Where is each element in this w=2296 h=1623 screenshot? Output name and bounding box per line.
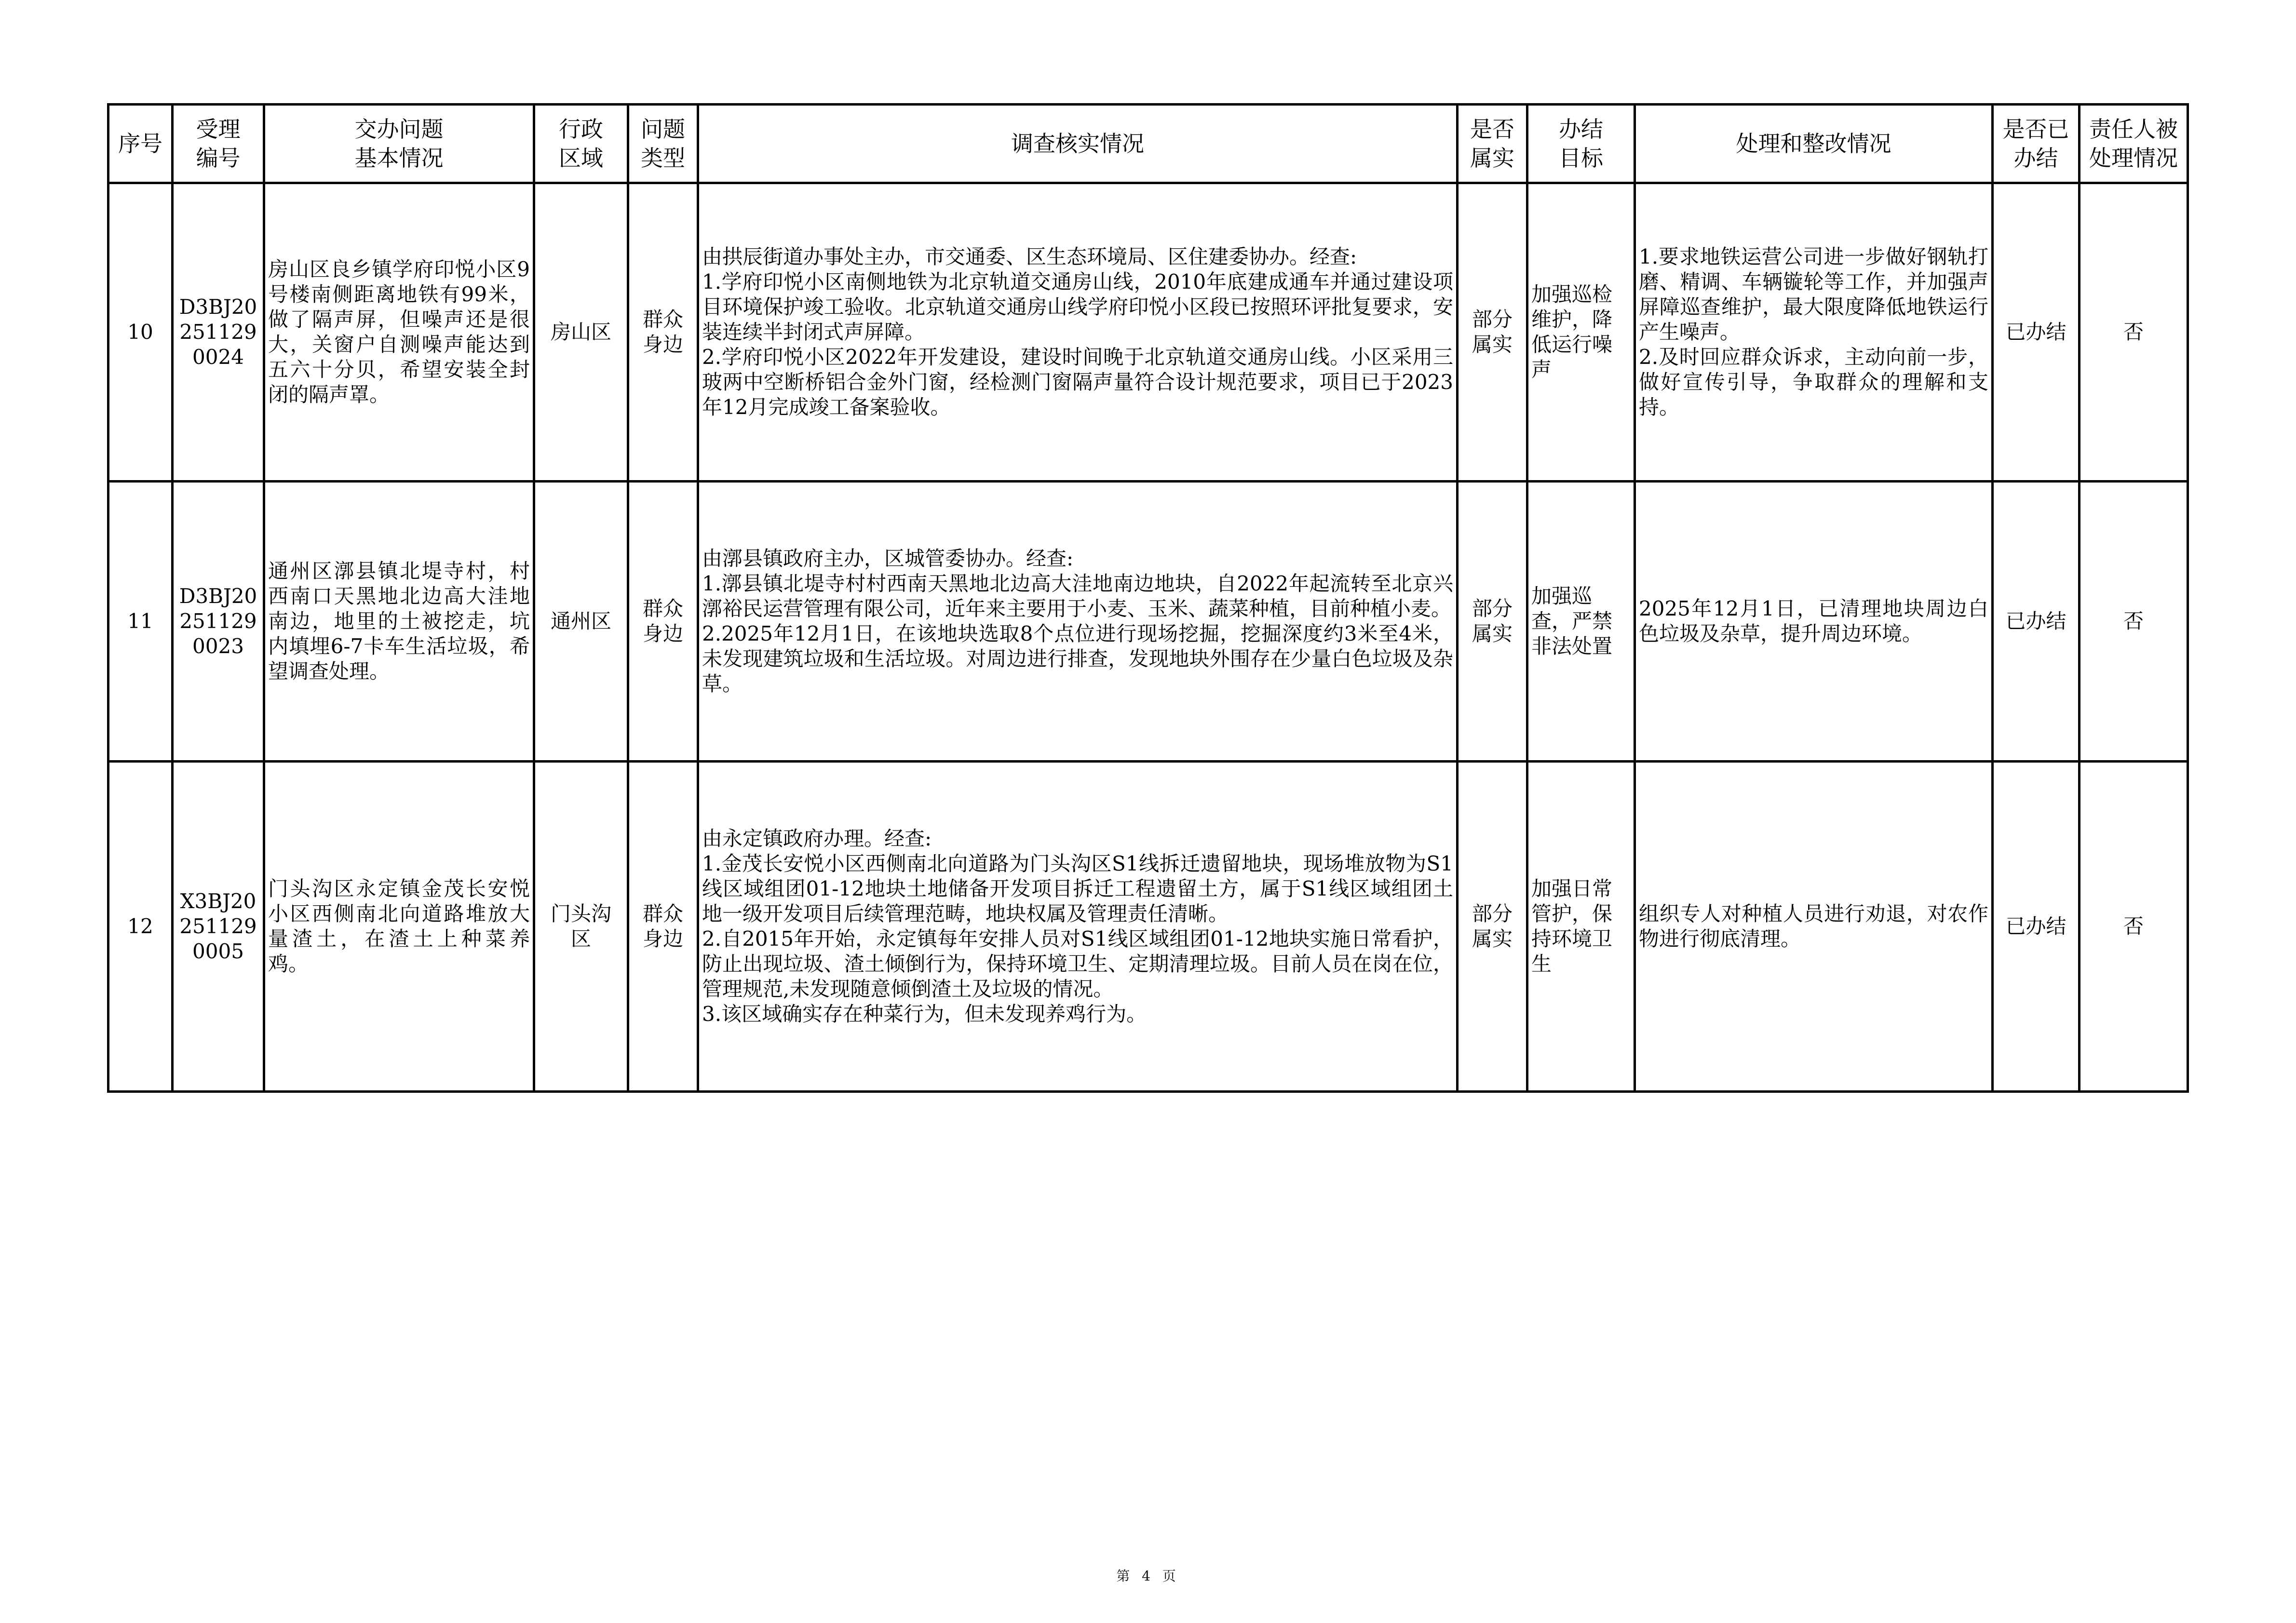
- header-investigation: 调查核实情况: [698, 105, 1458, 183]
- cell-handling: [1635, 183, 1993, 482]
- verified-text: 部分属实: [1472, 308, 1513, 356]
- cell-accountability: 否: [2080, 482, 2188, 762]
- accept-no-line: 0005: [192, 939, 244, 963]
- handling-paragraph: 1.要求地铁运营公司进一步做好钢轨打磨、精调、车辆镟轮等工作，并加强声屏障巡查维护，最大限度降低地铁运行产生噪声。: [1639, 245, 1988, 344]
- cell-accept-no: [173, 183, 264, 482]
- cell-seq: 10: [108, 183, 173, 482]
- investigation-paragraph: 2.自2015年开始，永定镇每年安排人员对S1线区域组团01-12地块实施日常看护，防止出现垃圾、渣土倾倒行为，保持环境卫生、定期清理垃圾。目前人员在岗在位，管理规范,未发现随意倾倒渣土及垃圾的情况。: [702, 927, 1453, 1001]
- cell-verified: [1458, 183, 1527, 482]
- supervision-report-table: [107, 103, 2189, 1093]
- investigation-paragraph: 3.该区域确实存在种菜行为，但未发现养鸡行为。: [702, 1002, 1147, 1026]
- cell-handling: [1635, 482, 1993, 762]
- cell-district: [534, 762, 628, 1092]
- header-handling: 处理和整改情况: [1635, 105, 1993, 183]
- accept-no-line: X3BJ20: [180, 889, 257, 913]
- handling-paragraph: 组织专人对种植人员进行劝退，对农作物进行彻底清理。: [1639, 902, 1988, 951]
- header-accountability: 责任人被 处理情况: [2080, 105, 2188, 183]
- header-goal: 办结 目标: [1527, 105, 1635, 183]
- investigation-paragraph: 1.漷县镇北堤寺村村西南天黑地北边高大洼地南边地块，自2022年起流转至北京兴漷裕民运营管理有限公司，近年来主要用于小麦、玉米、蔬菜种植，目前种植小麦。: [702, 572, 1453, 620]
- accept-no-line: D3BJ20: [179, 295, 257, 319]
- cell-investigation: [698, 183, 1458, 482]
- issue-type-text: 群众身边: [642, 597, 683, 645]
- cell-issue: 房山区良乡镇学府印悦小区9号楼南侧距离地铁有99米，做了隔声屏，但噪声还是很大，关窗户自测噪声能达到五六十分贝，希望安装全封闭的隔声罩。: [264, 183, 534, 482]
- handling-paragraph: 2.及时回应群众诉求，主动向前一步，做好宣传引导，争取群众的理解和支持。: [1639, 345, 1988, 419]
- issue-type-text: 群众身边: [642, 902, 683, 951]
- cell-goal: 加强巡查，严禁非法处置: [1527, 482, 1635, 762]
- cell-investigation: [698, 482, 1458, 762]
- cell-verified: [1458, 482, 1527, 762]
- header-verified: 是否 属实: [1458, 105, 1527, 183]
- investigation-paragraph: 由漷县镇政府主办，区城管委协办。经查:: [702, 547, 1074, 570]
- accept-no-line: 251129: [179, 609, 257, 633]
- header-seq: 序号: [108, 105, 173, 183]
- cell-handling: [1635, 762, 1993, 1092]
- investigation-paragraph: 1.学府印悦小区南侧地铁为北京轨道交通房山线，2010年底建成通车并通过建设项目环境保护竣工验收。北京轨道交通房山线学府印悦小区段已按照环评批复要求，安装连续半封闭式声屏障。: [702, 270, 1453, 344]
- investigation-paragraph: 1.金茂长安悦小区西侧南北向道路为门头沟区S1线拆迁遗留地块，现场堆放物为S1线区域组团01-12地块土地储备开发项目拆迁工程遗留土方，属于S1线区域组团土地一级开发项目后续管理范畴，地块权属及管理责任清晰。: [702, 852, 1453, 926]
- cell-seq: 11: [108, 482, 173, 762]
- page-number: 第 4 页: [1116, 1568, 1180, 1584]
- accept-no-line: 0024: [192, 345, 244, 369]
- header-district: 行政 区域: [534, 105, 628, 183]
- header-issue-type: 问题 类型: [628, 105, 698, 183]
- investigation-paragraph: 2.学府印悦小区2022年开发建设，建设时间晚于北京轨道交通房山线。小区采用三玻两中空断桥铝合金外门窗，经检测门窗隔声量符合设计规范要求，项目已于2023年12月完成竣工备案验收。: [702, 345, 1453, 419]
- investigation-paragraph: 2.2025年12月1日，在该地块选取8个点位进行现场挖掘，挖掘深度约3米至4米，未发现建筑垃圾和生活垃圾。对周边进行排查，发现地块外围存在少量白色垃圾及杂草。: [702, 622, 1453, 696]
- cell-closed: 已办结: [1993, 482, 2080, 762]
- issue-type-text: 群众身边: [642, 308, 683, 356]
- cell-accountability: 否: [2080, 183, 2188, 482]
- table-row: [108, 482, 2188, 762]
- cell-goal: 加强巡检维护，降低运行噪声: [1527, 183, 1635, 482]
- investigation-paragraph: 由永定镇政府办理。经查:: [702, 827, 932, 850]
- accept-no-line: 251129: [179, 914, 257, 938]
- cell-closed: 已办结: [1993, 762, 2080, 1092]
- cell-issue-type: [628, 183, 698, 482]
- cell-seq: 12: [108, 762, 173, 1092]
- header-issue: 交办问题 基本情况: [264, 105, 534, 183]
- cell-issue-type: [628, 762, 698, 1092]
- cell-accountability: 否: [2080, 762, 2188, 1092]
- table-header-row: [108, 105, 2188, 183]
- cell-verified: [1458, 762, 1527, 1092]
- accept-no-line: D3BJ20: [179, 584, 257, 608]
- investigation-paragraph: 由拱辰街道办事处主办，市交通委、区生态环境局、区住建委协办。经查:: [702, 245, 1357, 268]
- handling-paragraph: 2025年12月1日，已清理地块周边白色垃圾及杂草，提升周边环境。: [1639, 597, 1988, 645]
- cell-district: 通州区: [534, 482, 628, 762]
- district-text: 门头沟区: [550, 902, 611, 951]
- verified-text: 部分属实: [1472, 902, 1513, 951]
- cell-investigation: [698, 762, 1458, 1092]
- cell-issue-type: [628, 482, 698, 762]
- header-accept-no: 受理 编号: [173, 105, 264, 183]
- verified-text: 部分属实: [1472, 597, 1513, 645]
- cell-district: 房山区: [534, 183, 628, 482]
- accept-no-line: 251129: [179, 320, 257, 344]
- cell-issue: 门头沟区永定镇金茂长安悦小区西侧南北向道路堆放大量渣土，在渣土上种菜养鸡。: [264, 762, 534, 1092]
- cell-goal: 加强日常管护，保持环境卫生: [1527, 762, 1635, 1092]
- cell-accept-no: [173, 482, 264, 762]
- cell-accept-no: [173, 762, 264, 1092]
- accept-no-line: 0023: [192, 634, 244, 658]
- table-row: [108, 762, 2188, 1092]
- cell-closed: 已办结: [1993, 183, 2080, 482]
- table-row: [108, 183, 2188, 482]
- header-closed: 是否已 办结: [1993, 105, 2080, 183]
- cell-issue: 通州区漷县镇北堤寺村，村西南口天黑地北边高大洼地南边，地里的土被挖走，坑内填埋6-7卡车生活垃圾，希望调查处理。: [264, 482, 534, 762]
